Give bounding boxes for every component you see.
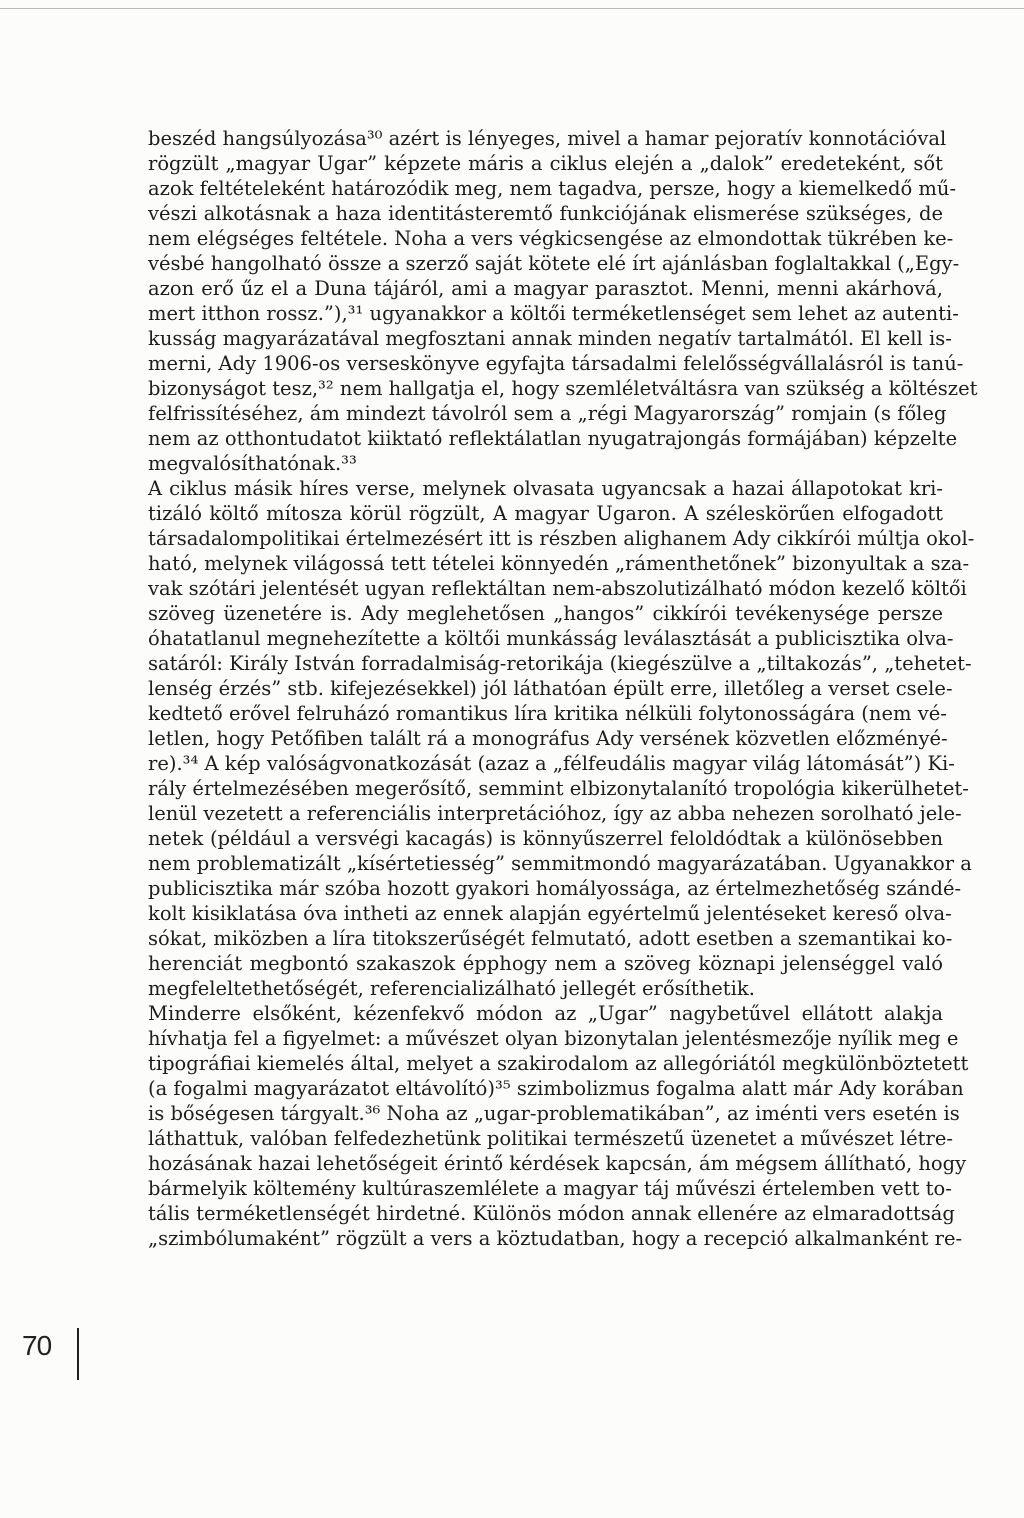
text-line: is bőségesen tárgyalt.³⁶ Noha az „ugar-problematikában”, az iménti vers esetén is bbox=[148, 1102, 960, 1125]
text-line: beszéd hangsúlyozása³⁰ azért is lényeges, mivel a hamar pejoratív konnotációval bbox=[148, 127, 947, 150]
text-line: herenciát megbontó szakaszok épphogy nem a szöveg köznapi jelenséggel való bbox=[148, 952, 943, 975]
text-line: vészi alkotásnak a haza identitásteremtő funkciójának elismerése szükséges, de bbox=[148, 202, 943, 225]
text-line: tális terméketlenségét hirdetné. Különös módon annak ellenére az elmaradottság bbox=[148, 1202, 955, 1225]
text-line: tipográfiai kiemelés által, melyet a szakirodalom az allegóriától megkülönböztetett bbox=[148, 1052, 969, 1075]
text-line: netek (például a versvégi kacagás) is könnyűszerrel feloldódtak a különösebben bbox=[148, 827, 943, 850]
text-line: satáról: Király István forradalmiság-retorikája (kiegészülve a „tiltakozás”, „tehetet- bbox=[148, 652, 972, 675]
top-rule bbox=[0, 8, 1024, 9]
text-line: bizonyságot tesz,³² nem hallgatja el, hogy szemléletváltásra van szükség a költészet bbox=[148, 377, 978, 400]
text-line: lenség érzés” stb. kifejezésekkel) jól láthatóan épült erre, illetőleg a verset csele- bbox=[148, 677, 953, 700]
text-line: mert itthon rossz.”),³¹ ugyanakkor a költői terméketlenséget sem lehet az autenti- bbox=[148, 302, 959, 325]
text-line: megvalósíthatónak.³³ bbox=[148, 452, 357, 475]
text-line: ható, melynek világossá tett tételei könnyedén „rámenthetőnek” bizonyultak a sza- bbox=[148, 552, 970, 575]
text-line: kusság magyarázatával megfosztani annak minden negatív tartalmától. El kell is- bbox=[148, 327, 952, 350]
text-line: hívhatja fel a figyelmet: a művészet olyan bizonytalan jelentésmezője nyílik meg e bbox=[148, 1027, 959, 1050]
text-line: megfeleltethetőségét, referencializálható jellegét erősíthetik. bbox=[148, 977, 755, 1000]
page-number: 70 bbox=[22, 1330, 52, 1361]
text-line: vak szótári jelentését ugyan reflektáltan nem-abszolutizálható módon kezelő költői bbox=[148, 577, 967, 600]
body-text bbox=[148, 126, 978, 1251]
text-line: lenül vezetett a referenciális interpretációhoz, így az abba nehezen sorolható jele- bbox=[148, 802, 962, 825]
text-line: re).³⁴ A kép valóságvonatkozását (azaz a „félfeudális magyar világ látomását”) Ki- bbox=[148, 752, 955, 775]
text-line: láthattuk, valóban felfedezhetünk politikai természetű üzenetet a művészet létre- bbox=[148, 1127, 953, 1150]
text-line: bármelyik költemény kultúraszemlélete a magyar táj művészi értelemben vett to- bbox=[148, 1177, 952, 1200]
text-line: rögzült „magyar Ugar” képzete máris a ciklus elején a „dalok” eredeteként, sőt bbox=[148, 152, 943, 175]
text-line: rály értelmezésében megerősítő, semmint elbizonytalanító tropológia kikerülhetet- bbox=[148, 777, 969, 800]
paragraph-3 bbox=[148, 1001, 969, 1251]
text-line: nem problematizált „kísértetiesség” semmitmondó magyarázatában. Ugyanakkor a bbox=[148, 852, 972, 875]
text-line: (a fogalmi magyarázatot eltávolító)³⁵ szimbolizmus fogalma alatt már Ady korában bbox=[148, 1077, 964, 1100]
text-line: óhatatlanul megnehezítette a költői munkásság leválasztását a publicisztika olva- bbox=[148, 627, 954, 650]
text-line: vésbé hangolható össze a szerző saját kötete elé írt ajánlásban foglaltakkal („Egy- bbox=[148, 252, 960, 275]
text-line: felfrissítéséhez, ám mindezt távolról sem a „régi Magyarország” romjain (s főleg bbox=[148, 402, 947, 425]
text-line: társadalompolitikai értelmezésért itt is részben alighanem Ady cikkírói múltja okol- bbox=[148, 527, 975, 550]
text-line: Minderre elsőként, kézenfekvő módon az „Ugar” nagybetűvel ellátott alakja bbox=[148, 1002, 943, 1025]
text-line: sókat, miközben a líra titokszerűségét felmutató, adott esetben a szemantikai ko- bbox=[148, 927, 953, 950]
text-line: nem elégséges feltétele. Noha a vers végkicsengése az elmondottak tükrében ke- bbox=[148, 227, 954, 250]
text-line: kedtető erővel felruházó romantikus líra kritika nélküli folytonosságára (nem vé- bbox=[148, 702, 947, 725]
text-line: nem az otthontudatot kiiktató reflektálatlan nyugatrajongás formájában) képzelte bbox=[148, 427, 958, 450]
text-line: „szimbólumaként” rögzült a vers a köztudatban, hogy a recepció alkalmanként re- bbox=[148, 1227, 963, 1250]
text-line: merni, Ady 1906-os verseskönyve egyfajta társadalmi felelősségvállalásról is tanú- bbox=[148, 352, 964, 375]
text-line: A ciklus másik híres verse, melynek olvasata ugyancsak a hazai állapotokat kri- bbox=[148, 477, 943, 500]
text-line: azok feltételeként határozódik meg, nem tagadva, persze, hogy a kiemelkedő mű- bbox=[148, 177, 957, 200]
paragraph-2 bbox=[148, 476, 975, 1001]
text-line: kolt kisiklatása óva intheti az ennek alapján egyértelmű jelentéseket kereső olva- bbox=[148, 902, 952, 925]
text-line: tizáló költő mítosza körül rögzült, A magyar Ugaron. A széleskörűen elfogadott bbox=[148, 502, 943, 525]
text-line: szöveg üzenetére is. Ady meglehetősen „hangos” cikkírói tevékenysége persze bbox=[148, 602, 943, 625]
text-line: letlen, hogy Petőfiben talált rá a monográfus Ady versének közvetlen előzményé- bbox=[148, 727, 948, 750]
text-line: hozásának hazai lehetőségeit érintő kérdések kapcsán, ám mégsem állítható, hogy bbox=[148, 1152, 967, 1175]
text-line: azon erő űz el a Duna tájáról, ami a magyar parasztot. Menni, menni akárhová, bbox=[148, 277, 943, 300]
paragraph-1 bbox=[148, 126, 978, 476]
text-line: publicisztika már szóba hozott gyakori homályossága, az értelmezhetőség szándé- bbox=[148, 877, 962, 900]
page-number-rule bbox=[77, 1328, 79, 1380]
